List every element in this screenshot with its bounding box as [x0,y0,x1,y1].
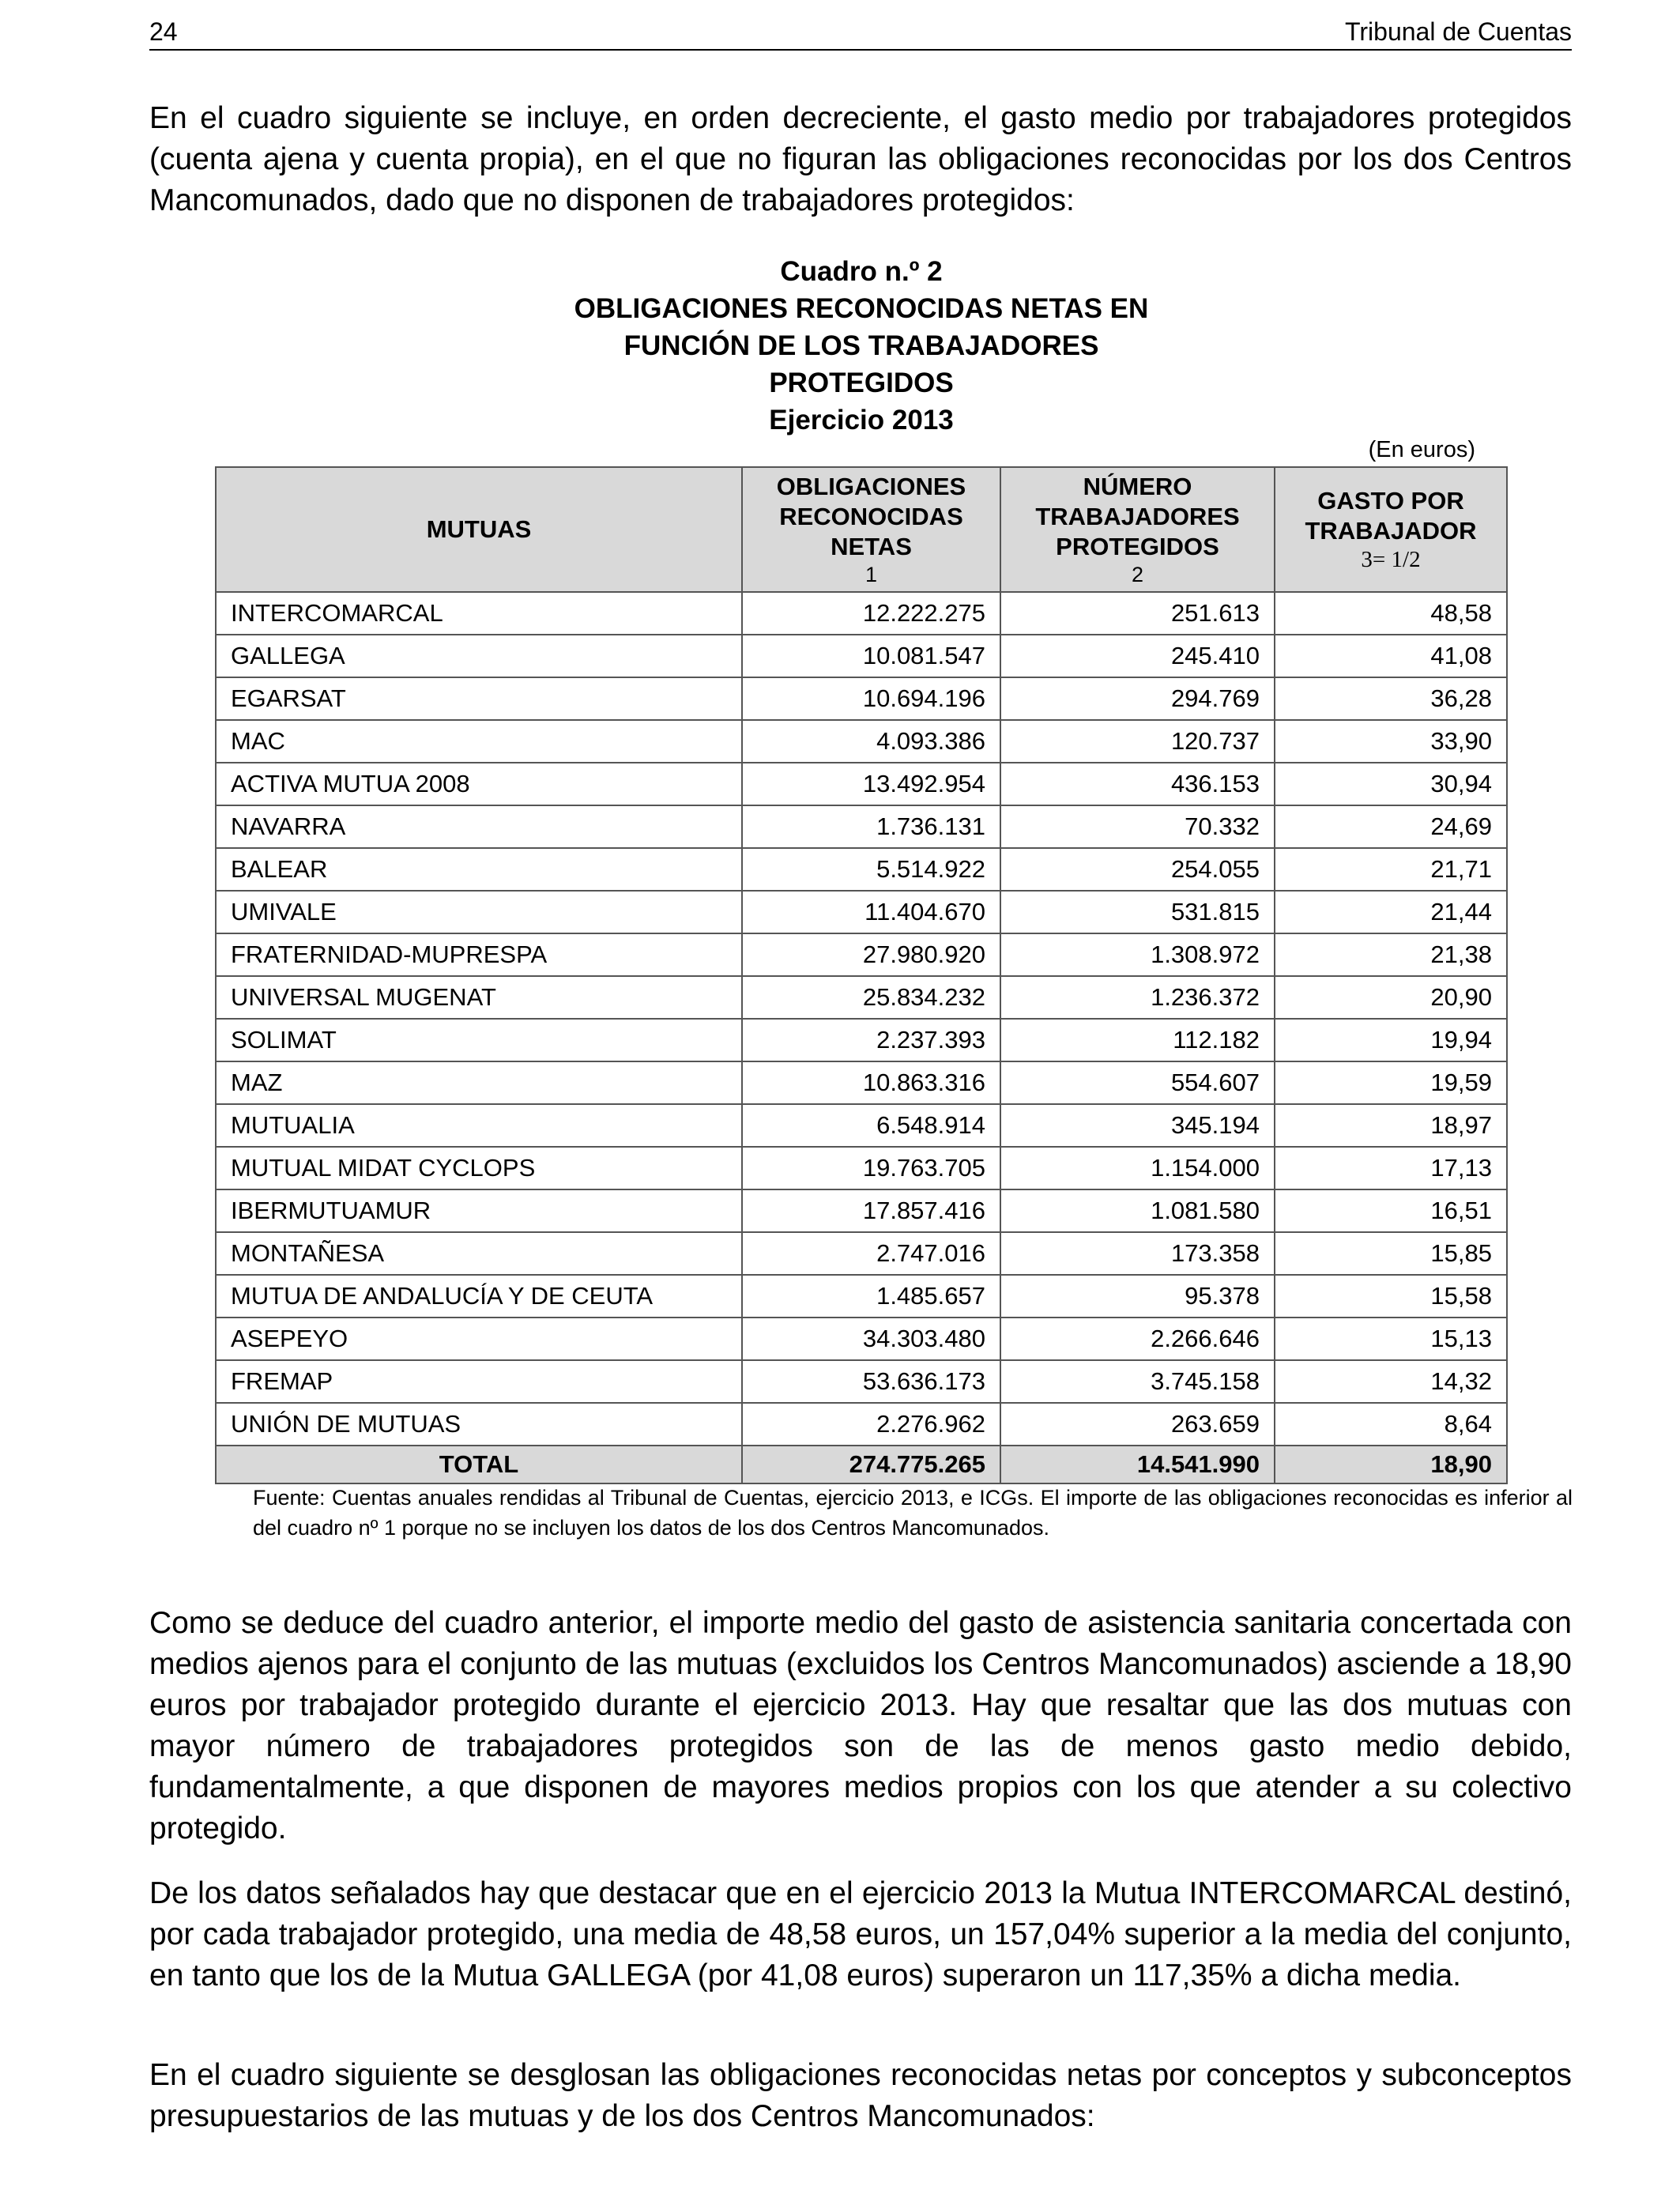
header-trabajadores-index: 2 [1131,563,1144,586]
gasto-cell: 21,71 [1275,848,1507,891]
header-trabajadores: NÚMERO TRABAJADORES PROTEGIDOS 2 [1000,467,1275,592]
mutua-name: UNIÓN DE MUTUAS [216,1403,742,1446]
table-row [216,1318,1507,1360]
mutua-name: FREMAP [216,1360,742,1403]
trabajadores-cell: 554.607 [1000,1061,1275,1104]
obligaciones-cell: 27.980.920 [742,933,1000,976]
table-row [216,1232,1507,1275]
gasto-cell: 19,59 [1275,1061,1507,1104]
table-row [216,1403,1507,1446]
table-header-row [216,467,1507,592]
trabajadores-cell: 173.358 [1000,1232,1275,1275]
table-row [216,976,1507,1019]
table-row [216,1019,1507,1061]
gasto-cell: 30,94 [1275,763,1507,805]
trabajadores-cell: 531.815 [1000,891,1275,933]
trabajadores-cell: 294.769 [1000,677,1275,720]
mutua-name: SOLIMAT [216,1019,742,1061]
obligaciones-cell: 12.222.275 [742,592,1000,635]
trabajadores-cell: 251.613 [1000,592,1275,635]
gasto-cell: 41,08 [1275,635,1507,677]
analysis-paragraph: Como se deduce del cuadro anterior, el importe medio del gasto de asistencia sanitaria concertada con medios ajenos para el conjunto de las mutuas (excluidos los Centros Mancomunados) asciende a 18,90 euros por trabajador protegido durante el ejercicio 2013. Hay que resaltar que las dos mutuas con mayor número de trabajadores protegidos son de las de menos gasto medio debido, fundamentalmente, a que disponen de mayores medios propios con los que atender a su colectivo protegido. [149,1606,1572,1845]
table-row [216,805,1507,848]
obligaciones-cell: 11.404.670 [742,891,1000,933]
page-number: 24 [149,17,178,46]
trabajadores-cell: 263.659 [1000,1403,1275,1446]
gasto-cell: 17,13 [1275,1147,1507,1189]
gasto-cell: 21,44 [1275,891,1507,933]
obligaciones-cell: 10.863.316 [742,1061,1000,1104]
mutua-name: MAZ [216,1061,742,1104]
gasto-cell: 48,58 [1275,592,1507,635]
trabajadores-cell: 254.055 [1000,848,1275,891]
mutua-name: MAC [216,720,742,763]
highlight-paragraph: De los datos señalados hay que destacar que en el ejercicio 2013 la Mutua INTERCOMARCAL destinó, por cada trabajador protegido, una media de 48,58 euros, un 157,04% superior a la media del conjunto, en tanto que los de la Mutua GALLEGA (por 41,08 euros) superaron un 117,35% a dicha media. [149,1876,1572,1992]
mutua-name: FRATERNIDAD-MUPRESPA [216,933,742,976]
trabajadores-cell: 1.154.000 [1000,1147,1275,1189]
mutua-name: MUTUALIA [216,1104,742,1147]
obligaciones-cell: 6.548.914 [742,1104,1000,1147]
table-row [216,1061,1507,1104]
running-header-organization: Tribunal de Cuentas [1345,17,1572,46]
mutua-name: INTERCOMARCAL [216,592,742,635]
gasto-cell: 8,64 [1275,1403,1507,1446]
trabajadores-cell: 1.081.580 [1000,1189,1275,1232]
header-gasto: GASTO POR TRABAJADOR 3= 1/2 [1275,467,1507,592]
header-mutuas: MUTUAS [216,467,742,592]
mutua-name: EGARSAT [216,677,742,720]
obligaciones-cell: 13.492.954 [742,763,1000,805]
mutua-name: NAVARRA [216,805,742,848]
gasto-cell: 15,58 [1275,1275,1507,1318]
mutua-name: IBERMUTUAMUR [216,1189,742,1232]
table-row [216,1360,1507,1403]
obligaciones-cell: 10.081.547 [742,635,1000,677]
table-body [216,592,1507,1446]
trabajadores-cell: 345.194 [1000,1104,1275,1147]
trabajadores-cell: 3.745.158 [1000,1360,1275,1403]
obligaciones-cell: 2.237.393 [742,1019,1000,1061]
page-header [149,14,1572,51]
obligaciones-cell: 17.857.416 [742,1189,1000,1232]
trabajadores-cell: 2.266.646 [1000,1318,1275,1360]
table-title-line-3: PROTEGIDOS [769,368,954,398]
trabajadores-cell: 70.332 [1000,805,1275,848]
table-number: Cuadro n.º 2 [780,256,943,287]
table-row [216,720,1507,763]
table-title-line-1: OBLIGACIONES RECONOCIDAS NETAS EN [574,293,1149,324]
gasto-cell: 36,28 [1275,677,1507,720]
table-row [216,763,1507,805]
gasto-cell: 21,38 [1275,933,1507,976]
mutua-name: BALEAR [216,848,742,891]
table-row [216,933,1507,976]
table-row [216,891,1507,933]
table-row [216,848,1507,891]
table-row [216,635,1507,677]
total-gasto: 18,90 [1275,1446,1507,1483]
obligaciones-cell: 34.303.480 [742,1318,1000,1360]
mutua-name: UMIVALE [216,891,742,933]
gasto-cell: 33,90 [1275,720,1507,763]
obligaciones-cell: 1.485.657 [742,1275,1000,1318]
trabajadores-cell: 95.378 [1000,1275,1275,1318]
gasto-cell: 15,85 [1275,1232,1507,1275]
obligaciones-cell: 53.636.173 [742,1360,1000,1403]
intro-paragraph: En el cuadro siguiente se incluye, en orden decreciente, el gasto medio por trabajadores protegidos (cuenta ajena y cuenta propia), en el que no figuran las obligaciones reconocidas por los dos Centros Mancomunados, dado que no disponen de trabajadores protegidos: [149,101,1572,217]
mutua-name: ACTIVA MUTUA 2008 [216,763,742,805]
trabajadores-cell: 1.236.372 [1000,976,1275,1019]
header-gasto-formula: 3= 1/2 [1361,547,1421,572]
total-trabajadores: 14.541.990 [1000,1446,1275,1483]
gasto-cell: 19,94 [1275,1019,1507,1061]
total-obligaciones: 274.775.265 [742,1446,1000,1483]
trabajadores-cell: 245.410 [1000,635,1275,677]
obligaciones-cell: 10.694.196 [742,677,1000,720]
table-row [216,1275,1507,1318]
mutua-name: GALLEGA [216,635,742,677]
obligaciones-cell: 1.736.131 [742,805,1000,848]
obligaciones-cell: 4.093.386 [742,720,1000,763]
table-year: Ejercicio 2013 [769,405,954,435]
gasto-cell: 14,32 [1275,1360,1507,1403]
mutua-name: MUTUA DE ANDALUCÍA Y DE CEUTA [216,1275,742,1318]
table-row [216,1104,1507,1147]
table-row [216,592,1507,635]
table-row [216,1189,1507,1232]
mutua-name: UNIVERSAL MUGENAT [216,976,742,1019]
header-obligaciones: OBLIGACIONES RECONOCIDAS NETAS 1 [742,467,1000,592]
next-table-intro-paragraph: En el cuadro siguiente se desglosan las obligaciones reconocidas netas por conceptos y subconceptos presupuestarios de las mutuas y de los dos Centros Mancomunados: [149,2058,1572,2133]
gasto-cell: 16,51 [1275,1189,1507,1232]
gasto-cell: 15,13 [1275,1318,1507,1360]
mutua-name: MONTAÑESA [216,1232,742,1275]
table-row [216,1147,1507,1189]
total-label: TOTAL [216,1446,742,1483]
obligaciones-cell: 25.834.232 [742,976,1000,1019]
obligaciones-cell: 2.276.962 [742,1403,1000,1446]
trabajadores-cell: 1.308.972 [1000,933,1275,976]
units-note: (En euros) [1368,437,1475,462]
obligaciones-cell: 19.763.705 [742,1147,1000,1189]
source-note: Fuente: Cuentas anuales rendidas al Tribunal de Cuentas, ejercicio 2013, e ICGs. El importe de las obligaciones reconocidas es inferior al del cuadro nº 1 porque no se incluyen los datos de los dos Centros Mancomunados. [253,1486,1573,1540]
trabajadores-cell: 436.153 [1000,763,1275,805]
gasto-cell: 18,97 [1275,1104,1507,1147]
mutua-name: MUTUAL MIDAT CYCLOPS [216,1147,742,1189]
table-row [216,677,1507,720]
obligaciones-table [215,466,1508,1484]
total-row [216,1446,1507,1483]
table-title-line-2: FUNCIÓN DE LOS TRABAJADORES [623,330,1099,361]
gasto-cell: 20,90 [1275,976,1507,1019]
obligaciones-cell: 2.747.016 [742,1232,1000,1275]
header-obligaciones-index: 1 [864,563,878,586]
obligaciones-cell: 5.514.922 [742,848,1000,891]
trabajadores-cell: 120.737 [1000,720,1275,763]
mutua-name: ASEPEYO [216,1318,742,1360]
gasto-cell: 24,69 [1275,805,1507,848]
trabajadores-cell: 112.182 [1000,1019,1275,1061]
